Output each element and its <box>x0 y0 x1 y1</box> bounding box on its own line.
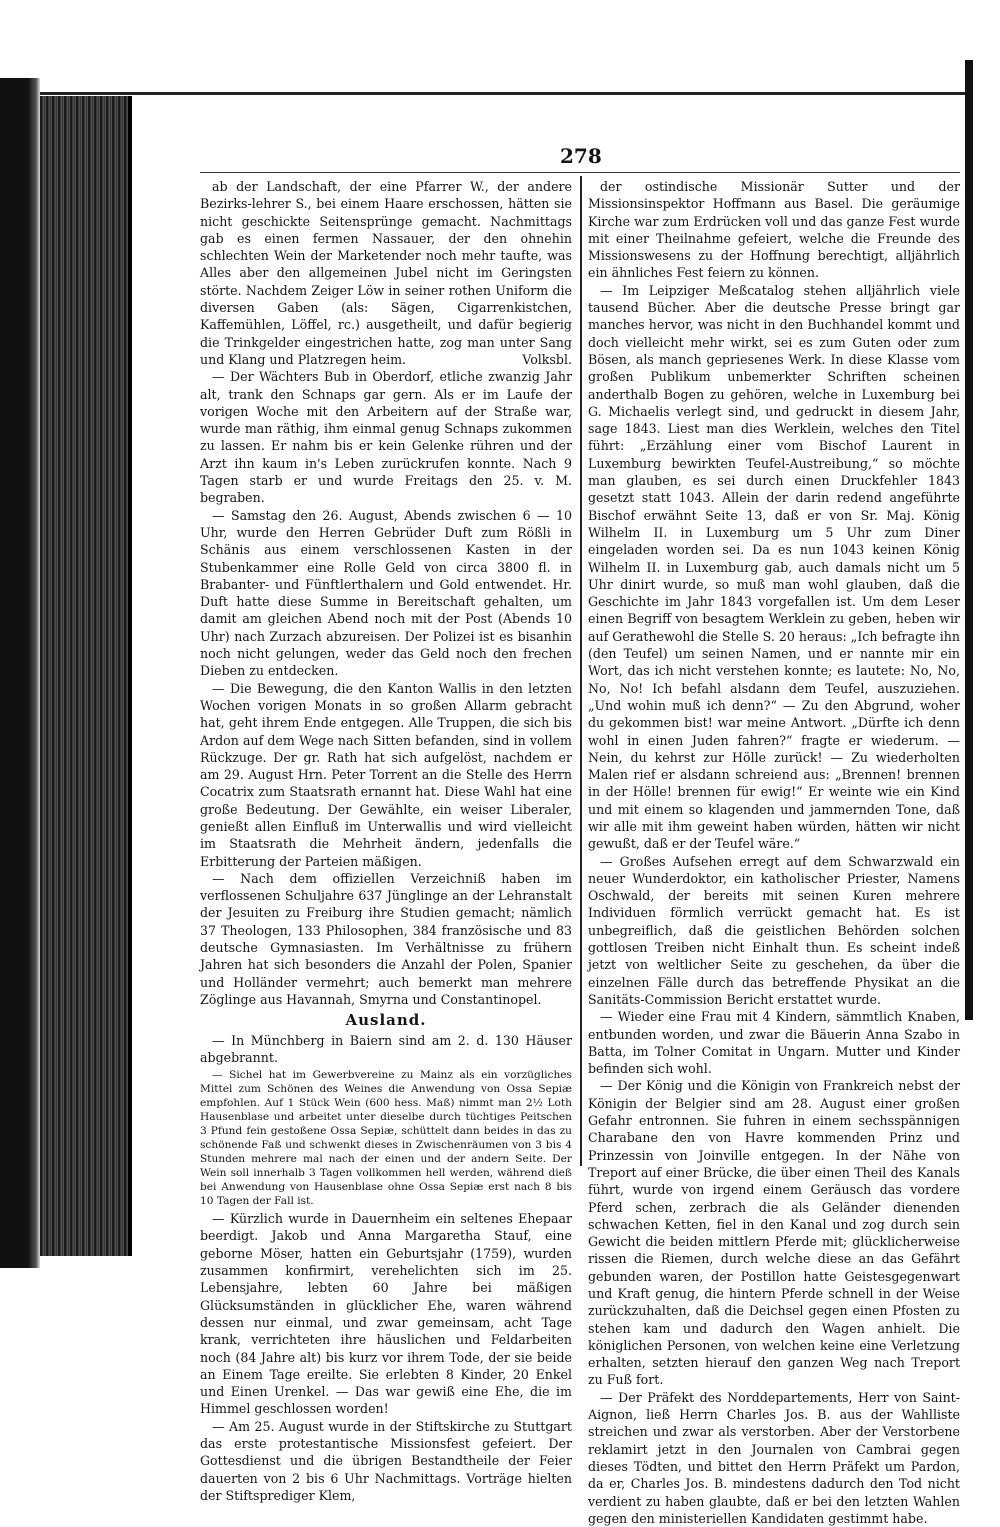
article-paragraph <box>200 1418 572 1504</box>
article-paragraph <box>200 1068 572 1208</box>
paragraph-text: — In Münchberg in Baiern sind am 2. d. 130 Häuser abgebrannt. <box>200 1032 572 1065</box>
article-paragraph <box>200 368 572 506</box>
page-number: 278 <box>560 144 602 168</box>
paragraph-text: — Der König und die Königin von Frankreich nebst der Königin der Belgier sind am 28. August einer großen Gefahr entronnen. Sie fuhren in einem sechsspännigen Charabane den von Havre kommenden Prinz und Prinzessin von Joinville entgegen. In der Nähe von Treport auf einer Brücke, die über einen Theil des Kanals führt, wurde von irgend einem Geräusch das vordere Pferd schen, zerbrach die als Geländer dienenden schwachen Ketten, fiel in den Kanal und zog durch sein Gewicht die beiden mittlern Pferde mit; glücklicherweise rissen die Riemen, durch welche diese an das Gefährt gebunden waren, der Postillon hatte Geistesgegenwart und Kraft genug, die hintern Pferde schnell in der Weise zurückzuhalten, daß die Deichsel gegen einen Pfosten zu stehen kam und dadurch den Wagen anhielt. Die königlichen Personen, von welchen keine eine Verletzung erhalten, setzten hierauf den ganzen Weg nach Treport zu Fuß fort. <box>588 1078 960 1388</box>
paragraph-text: der ostindische Missionär Sutter und der Missionsinspektor Hoffmann aus Basel. Die geräumige Kirche war zum Erdrücken voll und das ganze Fest wurde mit einer Theilnahme gefeiert, welche die Freunde des Missionswesens zu der Hoffnung berechtigt, alljährlich ein ähnliches Fest feiern zu können. <box>588 179 960 281</box>
source-signature: Volksbl. <box>522 351 572 367</box>
paragraph-text: — Am 25. August wurde in der Stiftskirche zu Stuttgart das erste protestantische Missionsfest gefeiert. Der Gottesdienst und die übrigen Bestandtheile der Feier dauerten von 2 bis 6 Uhr Nachmittags. Vorträge hielten der Stiftsprediger Klem, <box>200 1418 572 1503</box>
paragraph-text: — Im Leipziger Meßcatalog stehen alljährlich viele tausend Bücher. Aber die deutsche Presse bringt gar manches hervor, was nicht in den Buchhandel kommt und doch vielleicht mehr wirkt, sei es zum Guten oder zum Bösen, als manch gepriesenes Werk. In diese Klasse vom großen Publikum unbemerkter Schriften scheinen anderthalb Bogen zu gehören, welche in Luxemburg bei G. Michaelis verlegt sind, und gedruckt in diesem Jahr, sage 1843. Liest man dies Werklein, welches den Titel führt: „Erzählung einer vom Bischof Laurent in Luxemburg bewirkten Teufel-Austreibung,“ so möchte man glauben, es sei durch einen Druckfehler 1843 gesetzt statt 1043. Allein der darin redend angeführte Bischof erwähnt Seite 13, daß er von Sr. Maj. König Wilhelm II. in Luxemburg um 5 Uhr zum Diner eingeladen worden sei. Da es nun 1043 keinen König Wilhelm II. in Luxemburg gab, auch damals nicht um 5 Uhr dinirt wurde, so muß man wohl glauben, daß die Geschichte im Jahr 1843 vorgefallen ist. Um dem Leser einen Begriff von besagtem Werklein zu geben, heben wir auf Gerathewohl die Stelle S. 20 heraus: „Ich befragte ihn (den Teufel) um seinen Namen, und er nannte mir ein Wort, das ich nicht verstehen konnte; es lautete: No, No, No, No! Ich befahl alsdann dem Teufel, auszuziehen. „Und wohin muß ich denn?“ — Zu den Abgrund, woher du gekommen bist! war meine Antwort. „Dürfte ich denn wohl in einen Juden fahren?“ fragte er wiederum. — Nein, du kehrst zur Hölle zurück! — Zu wiederholten Malen rief er alsdann schreiend aus: „Brennen! brennen in der Hölle! brennen für ewig!“ Er weinte wie ein Kind und mit einem so klagenden und jammernden Tone, daß wir alle mit ihm geweint haben würden, hätten wir nicht gewußt, daß er der Teufel wäre.“ <box>588 282 960 852</box>
paragraph-text: — Samstag den 26. August, Abends zwischen 6 — 10 Uhr, wurde den Herren Gebrüder Duft zum Rößli in Schänis aus einem verschlossenen Kasten in der Stubenkammer eine Rolle Geld von circa 3800 fl. in Brabanter- und Fünftlerthalern und Gold entwendet. Hr. Duft hatte diese Summe in Bereitschaft gehalten, um damit am gleichen Abend noch mit der Post (Abends 10 Uhr) nach Zurzach abzureisen. Der Polizei ist es bisanhin noch nicht gelungen, weder das Geld noch den frechen Dieben zu entdecken. <box>200 507 572 679</box>
scan-top-margin <box>0 0 1000 100</box>
article-paragraph <box>200 680 572 870</box>
article-paragraph <box>200 1032 572 1067</box>
paragraph-text: — Wieder eine Frau mit 4 Kindern, sämmtlich Knaben, entbunden worden, und zwar die Bäuerin Anna Szabo in Batta, im Tolner Comitat in Ungarn. Mutter und Kinder befinden sich wohl. <box>588 1009 960 1077</box>
header-rule <box>200 172 960 173</box>
column-divider <box>580 176 582 1166</box>
paragraph-text: — Der Präfekt des Norddepartements, Herr von Saint-Aignon, ließ Herrn Charles Jos. B. aus der Wahlliste streichen und zwar als verstorben. Aber der Verstorbene reklamirt jetzt in den Journalen von Cambrai gegen dieses Tödten, und bittet den Herrn Präfekt um Pardon, da er, Charles Jos. B. mindestens dadurch den Tod nicht verdient zu haben glaubte, daß er bei den letzten Wahlen gegen den ministeriellen Kandidaten gestimmt habe. <box>588 1389 960 1526</box>
article-paragraph <box>588 1008 960 1077</box>
article-paragraph <box>588 282 960 853</box>
article-paragraph <box>200 178 572 368</box>
article-paragraph <box>588 178 960 282</box>
paragraph-text: ab der Landschaft, der eine Pfarrer W., der andere Bezirks-lehrer S., bei einem Haare erschossen, hätten sie nicht geschickte Seitensprünge gemacht. Nachmittags gab es einen fermen Nassauer, der den ohnehin schlechten Wein der Marketender noch mehr taufte, was Alles aber den allgemeinen Jubel nicht im Geringsten störte. Nachdem Zeiger Löw in seiner rothen Uniform die diversen Gaben (als: Sägen, Cigarrenkistchen, Kaffemühlen, Löffel, rc.) ausgetheilt, und dafür begierig die Trinkgelder eingestrichen hatte, zog man unter Sang und Klang und Platzregen heim. <box>200 179 572 367</box>
article-paragraph <box>200 507 572 680</box>
article-paragraph <box>200 870 572 1008</box>
paragraph-text: — Großes Aufsehen erregt auf dem Schwarzwald ein neuer Wunderdoktor, ein katholischer Priester, Namens Oschwald, der bereits mit seinen Kuren mehrere Individuen förmlich verrückt gemacht hat. Es ist unbegreiflich, daß die geistlichen Behörden solchen gottlosen Treiben nicht Einhalt thun. Es scheint indeß jetzt von weltlicher Seite zu geschehen, da über die einzelnen Fälle durch das betreffende Physikat an die Sanitäts-Commission Bericht erstattet wurde. <box>588 853 960 1007</box>
paragraph-text: — Die Bewegung, die den Kanton Wallis in den letzten Wochen vorigen Monats in so großen Allarm gebracht hat, geht ihrem Ende entgegen. Alle Truppen, die sich bis Ardon auf dem Wege nach Sitten befanden, sind in vollem Rückzuge. Der gr. Rath hat sich aufgelöst, nachdem er am 29. August Hrn. Peter Torrent an die Stelle des Herrn Cocatrix zum Staatsrath ernannt hat. Diese Wahl hat eine große Bedeutung. Der Gewählte, ein weiser Liberaler, genießt allen Einfluß im Unterwallis und wird vielleicht im Staatsrath die Mehrheit ändern, jedenfalls die Erbitterung der Parteien mäßigen. <box>200 680 572 869</box>
article-paragraph <box>588 1077 960 1388</box>
scan-top-edge <box>40 92 970 95</box>
article-paragraph <box>200 1210 572 1418</box>
paragraph-text: — Der Wächters Bub in Oberdorf, etliche zwanzig Jahr alt, trank den Schnaps gar gern. Als er im Laufe der vorigen Woche mit den Arbeitern auf der Straße war, wurde man räthig, ihm einmal genug Schnaps zukommen zu lassen. Er nahm bis er kein Gelenke rühren und der Arzt ihn kaum in's Leben zurückrufen konnte. Nach 9 Tagen starb er und wurde Freitags den 25. v. M. begraben. <box>200 369 572 506</box>
paragraph-text: — Kürzlich wurde in Dauernheim ein seltenes Ehepaar beerdigt. Jakob und Anna Margaretha Stauf, eine geborne Möser, hatten ein Geburtsjahr (1759), wurden zusammen konfirmirt, verehelichten sich im 25. Lebensjahre, lebten 60 Jahre bei mäßigen Glücksumständen in glücklicher Ehe, waren während dessen nur einmal, und zwar gemeinsam, acht Tage krank, verrichteten ihre häuslichen und Feldarbeiten noch (84 Jahre alt) bis kurz vor ihrem Tode, der sie beide an Einem Tage ereilte. Sie erlebten 8 Kinder, 20 Enkel und Einen Urenkel. — Das war gewiß eine Ehe, die im Himmel geschlossen worden! <box>200 1211 572 1417</box>
paragraph-text: — Nach dem offiziellen Verzeichniß haben im verflossenen Schuljahre 637 Jünglinge an der Lehranstalt der Jesuiten zu Freiburg ihre Studien gemacht; nämlich 37 Theologen, 133 Philosophen, 384 französische und 83 deutsche Gymnasiasten. Im Verhältnisse zu frühern Jahren hat sich besonders die Anzahl der Polen, Spanier und Holländer vermehrt; auch bemerkt man mehrere Zöglinge aus Havannah, Smyrna und Constantinopel. <box>200 870 572 1007</box>
section-heading: Ausland. <box>345 1011 427 1030</box>
adjacent-page-fragment <box>973 70 1000 1270</box>
article-paragraph <box>588 1389 960 1527</box>
left-column <box>200 178 572 1504</box>
book-page-edges <box>40 96 132 1256</box>
scan-shadow-left <box>0 78 40 1268</box>
paragraph-text: — Sichel hat im Gewerbvereine zu Mainz als ein vorzügliches Mittel zum Schönen des Weines die Anwendung von Ossa Sepiæ empfohlen. Auf 1 Stück Wein (600 hess. Maß) nimmt man 2½ Loth Hausenblase und arbeitet unter dieselbe durch tüchtiges Peitschen 3 Pfund fein gestoßene Ossa Sepiæ, schüttelt dann beides in das zu schönende Faß und schwenkt dieses in Zwischenräumen von 3 bis 4 Stunden mehrere mal nach der einen und der andern Seite. Der Wein soll innerhalb 3 Tagen vollkommen hell werden, während dieß bei Anwendung von Hausenblase ohne Ossa Sepiæ erst nach 8 bis 10 Tagen der Fall ist. <box>200 1069 572 1208</box>
scan-right-edge <box>965 60 973 1020</box>
article-paragraph <box>588 853 960 1009</box>
right-column <box>588 178 960 1527</box>
